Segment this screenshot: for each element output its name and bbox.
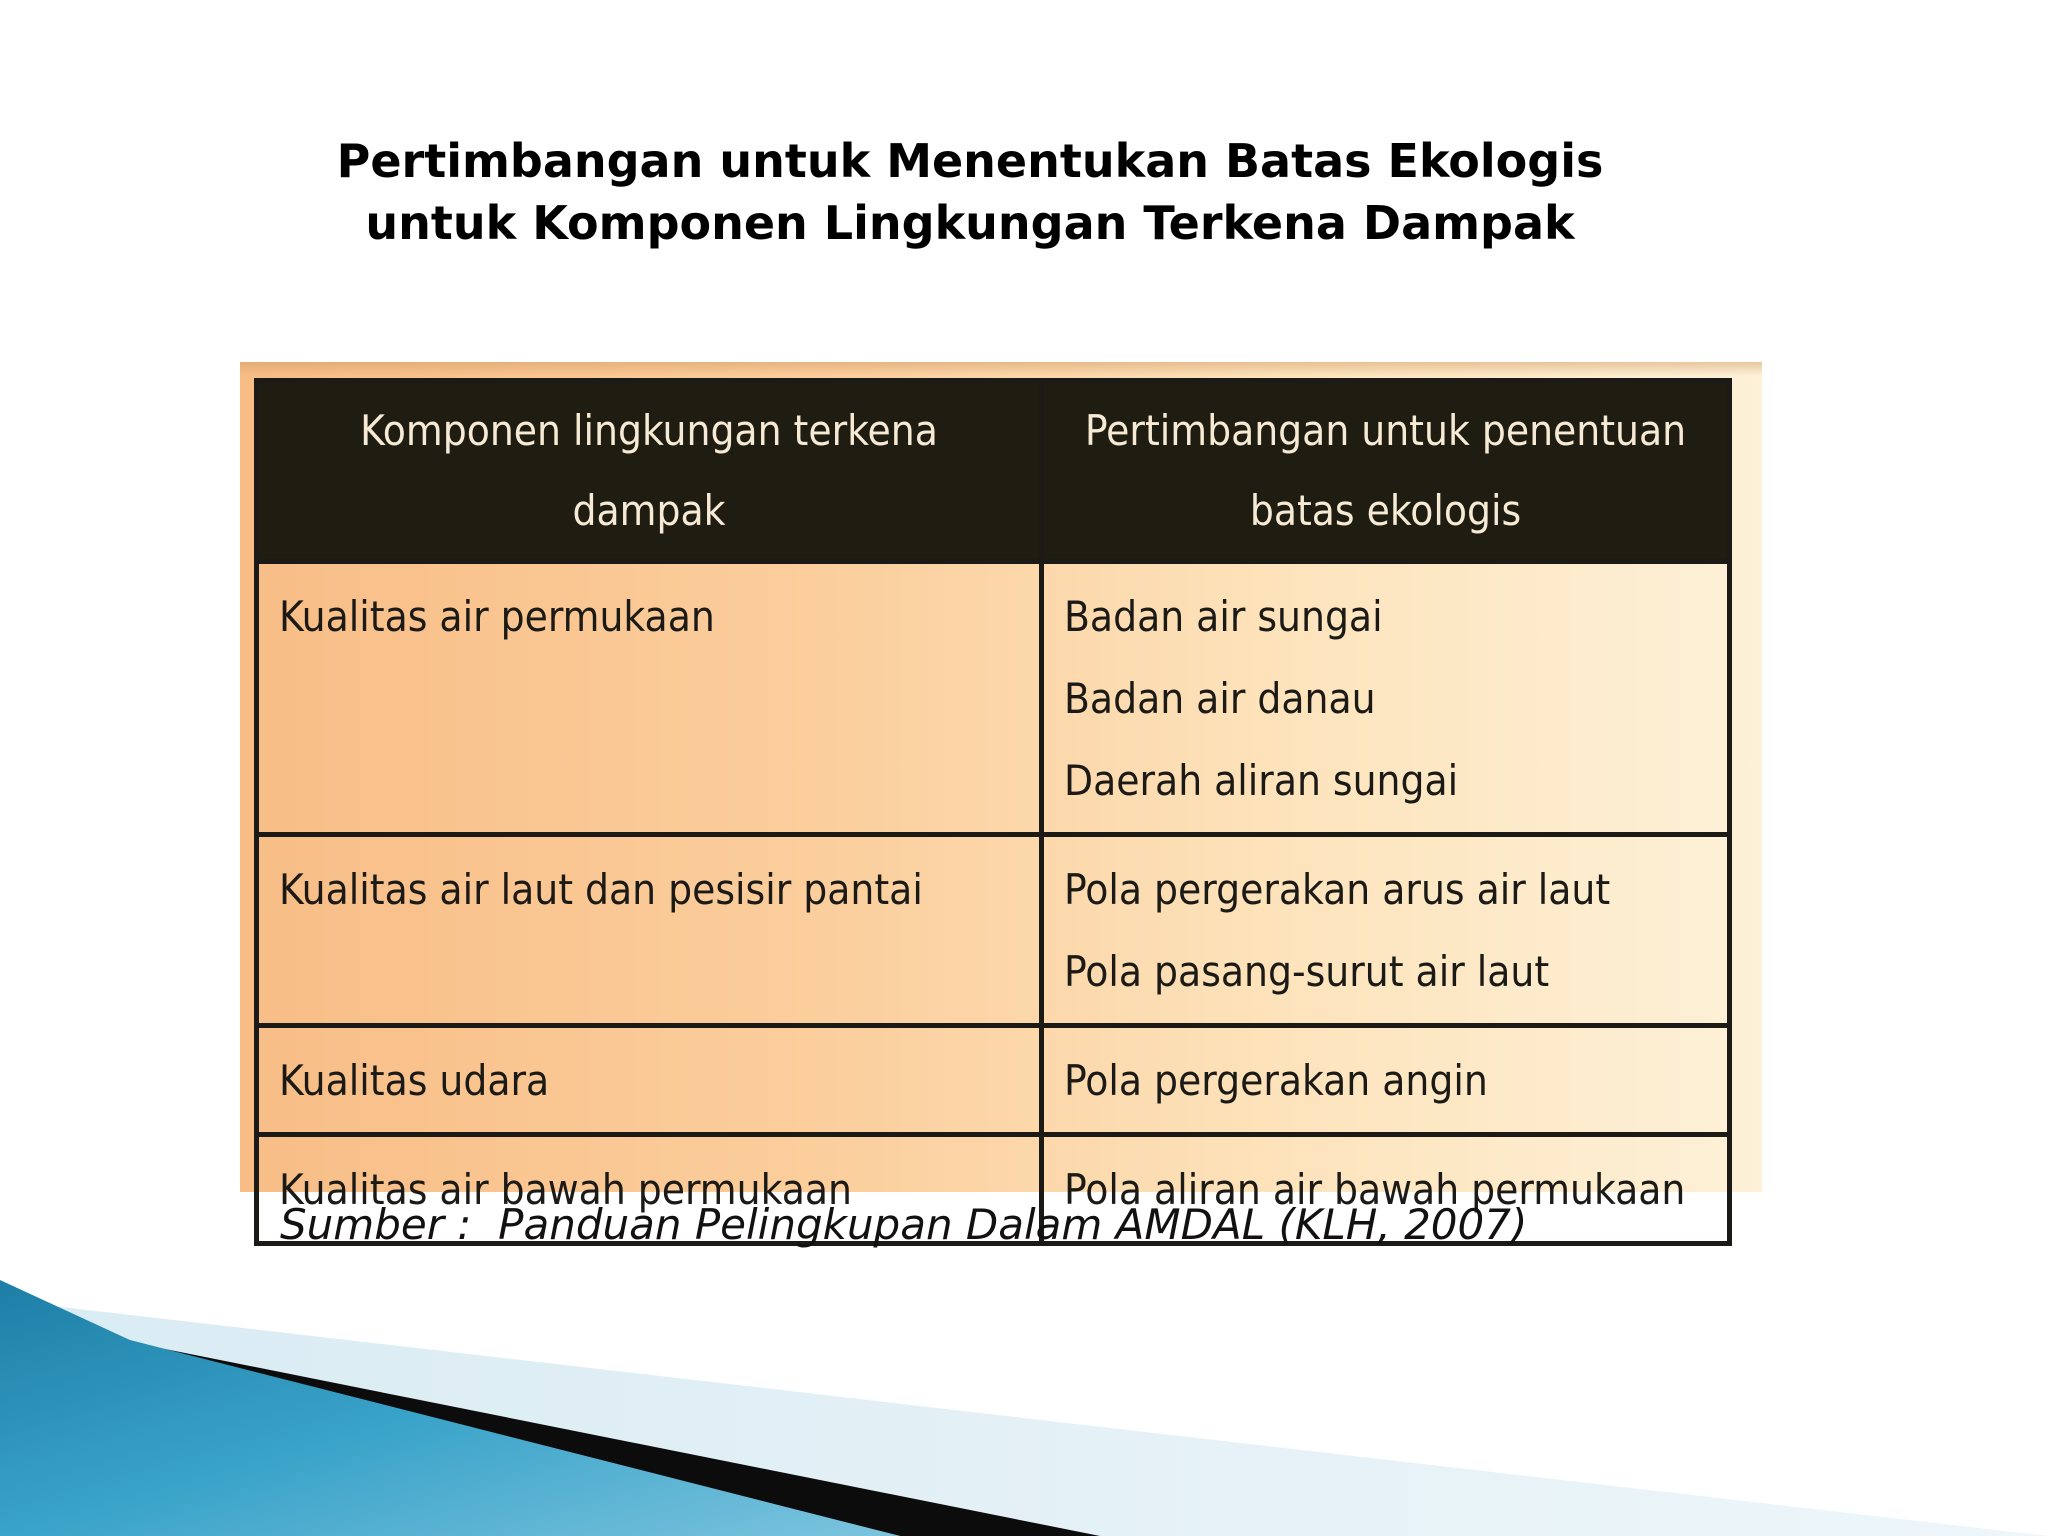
cell-considerations (1042, 562, 1730, 835)
consideration-item: Pola pasang-surut air laut (1064, 947, 1550, 996)
header-consideration: Pertimbangan untuk penentuan batas ekologis (1042, 381, 1730, 562)
cell-component: Kualitas air permukaan (257, 562, 1042, 835)
consideration-item: Pola pergerakan angin (1064, 1056, 1488, 1105)
table-row (257, 1026, 1730, 1135)
table-row (257, 835, 1730, 1026)
consideration-item: Daerah aliran sungai (1064, 756, 1459, 805)
slide-title (200, 130, 1740, 254)
bottom-wave-decoration (0, 1280, 2048, 1536)
consideration-item: Pola aliran air bawah permukaan (1064, 1165, 1686, 1214)
slide-title-line-2: untuk Komponen Lingkungan Terkena Dampak (365, 196, 1575, 250)
cell-component: Kualitas air laut dan pesisir pantai (257, 835, 1042, 1026)
ecological-boundary-table (254, 378, 1732, 1246)
consideration-item: Badan air danau (1064, 674, 1376, 723)
slide-title-line-1: Pertimbangan untuk Menentukan Batas Ekologis (336, 134, 1604, 188)
consideration-item: Pola pergerakan arus air laut (1064, 865, 1611, 914)
table-image-panel (240, 362, 1762, 1214)
source-citation: Sumber : Panduan Pelingkupan Dalam AMDAL (KLH, 2007) (280, 1200, 1528, 1249)
cell-component: Kualitas air bawah permukaan (257, 1135, 1042, 1244)
consideration-item: Badan air sungai (1064, 592, 1383, 641)
header-component: Komponen lingkungan terkena dampak (257, 381, 1042, 562)
cell-component: Kualitas udara (257, 1026, 1042, 1135)
cell-considerations (1042, 1026, 1730, 1135)
cell-considerations (1042, 835, 1730, 1026)
table-row (257, 562, 1730, 835)
table-header-row (257, 381, 1730, 562)
